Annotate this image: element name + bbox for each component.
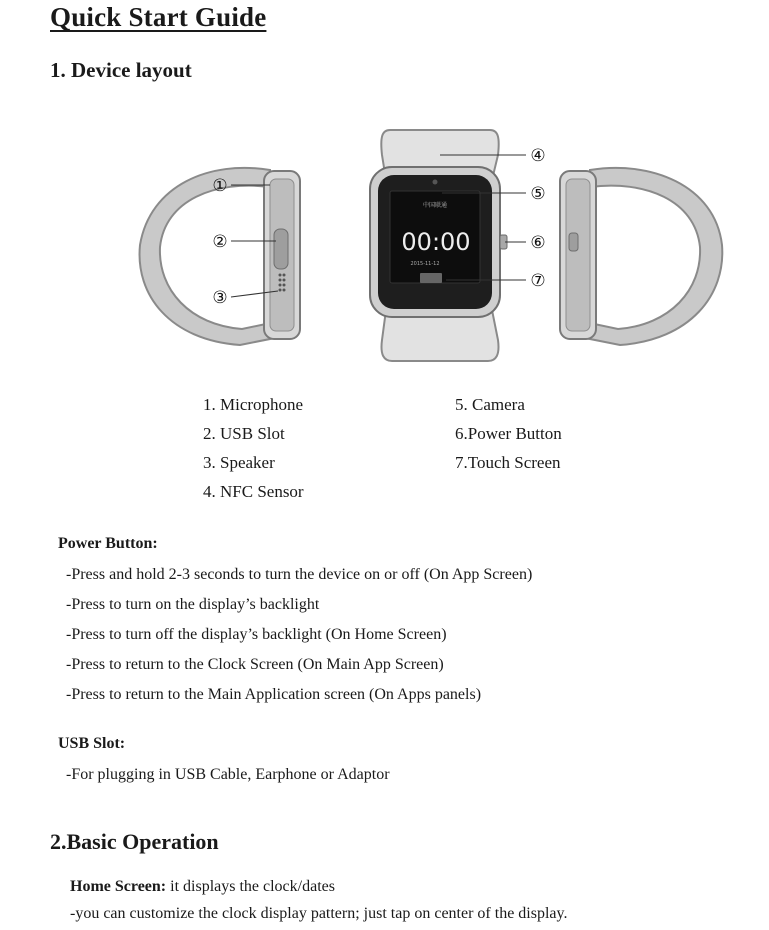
legend-right — [455, 390, 562, 477]
usb-slot-instructions — [66, 760, 390, 790]
screen-top-text: 中国联通 — [422, 202, 448, 209]
home-screen-description — [70, 878, 335, 896]
instruction-line: -Press to return to the Main Application screen (On Apps panels) — [66, 686, 482, 703]
instruction-line: -Press to turn off the display’s backlight (On Home Screen) — [66, 626, 447, 643]
device-layout-figure — [120, 125, 740, 365]
legend-item: 1. Microphone — [203, 395, 304, 414]
callout-4: ④ — [530, 146, 546, 166]
section-heading-basic-operation: 2.Basic Operation — [50, 829, 219, 854]
legend-item: 3. Speaker — [203, 453, 275, 472]
callout-6: ⑥ — [530, 233, 546, 253]
watch-right-side-view — [560, 168, 722, 345]
screen-date: 2015-11-12 — [410, 261, 440, 267]
power-button-instructions — [66, 560, 532, 710]
section-heading-device-layout: 1. Device layout — [50, 58, 192, 82]
legend-left — [203, 390, 304, 506]
instruction-line: -Press and hold 2-3 seconds to turn the device on or off (On App Screen) — [66, 566, 533, 583]
instruction-line: -For plugging in USB Cable, Earphone or Adaptor — [66, 766, 390, 783]
page-title: Quick Start Guide — [50, 2, 267, 32]
callout-2: ② — [212, 232, 228, 252]
callout-7: ⑦ — [530, 271, 546, 291]
home-screen-text: it displays the clock/dates — [166, 878, 335, 895]
watch-front-view — [370, 130, 507, 361]
legend-item: 7.Touch Screen — [455, 453, 561, 472]
usb-slot-heading: USB Slot: — [58, 735, 126, 752]
instruction-line: -Press to turn on the display’s backlight — [66, 596, 320, 613]
customize-instruction: -you can customize the clock display pattern; just tap on center of the display. — [70, 905, 568, 922]
legend-item: 6.Power Button — [455, 424, 562, 443]
screen-time: 00:00 — [401, 228, 471, 256]
legend-item: 5. Camera — [455, 395, 525, 414]
legend-item: 4. NFC Sensor — [203, 482, 304, 501]
callout-3: ③ — [212, 288, 228, 308]
power-button-heading: Power Button: — [58, 535, 158, 552]
callout-1: ① — [212, 176, 228, 196]
home-screen-label: Home Screen: — [70, 878, 167, 895]
legend-item: 2. USB Slot — [203, 424, 285, 443]
instruction-line: -Press to return to the Clock Screen (On Main App Screen) — [66, 656, 444, 673]
callout-5: ⑤ — [530, 184, 546, 204]
